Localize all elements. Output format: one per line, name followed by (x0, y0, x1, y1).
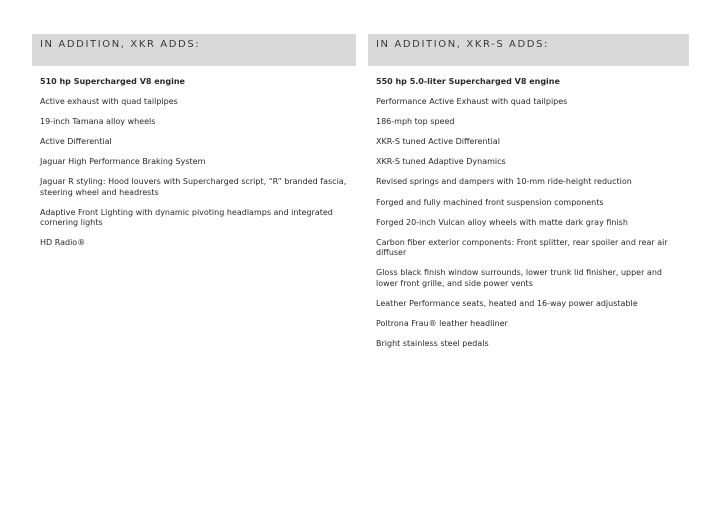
xkrs-feature-list (368, 66, 689, 350)
xkr-feature-item: HD Radio® (40, 238, 86, 247)
xkrs-feature-item: 186-mph top speed (376, 117, 455, 127)
xkrs-feature-item: Leather Performance seats, heated and 16-way power adjustable (376, 298, 638, 308)
xkrs-column (368, 34, 689, 359)
xkr-feature-item: Active Differential (40, 137, 112, 146)
xkr-feature-item: Jaguar R styling: Hood louvers with Supercharged script, “R” branded fascia, steering wheel and headrests (40, 177, 347, 197)
xkr-feature-item: Adaptive Front Lighting with dynamic pivoting headlamps and integrated cornering lights (40, 207, 333, 227)
xkr-feature-item: 19-inch Tamana alloy wheels (40, 117, 156, 126)
xkrs-feature-item: Forged and fully machined front suspension components (376, 197, 604, 207)
xkr-feature-item: Active exhaust with quad tailpipes (40, 97, 178, 106)
xkrs-feature-item: Poltrona Frau® leather headliner (376, 319, 508, 329)
xkrs-feature-item: Carbon fiber exterior components: Front splitter, rear spoiler and rear air diffuser (376, 237, 668, 258)
xkrs-feature-item: Bright stainless steel pedals (376, 339, 489, 349)
xkr-column (32, 34, 356, 258)
xkr-feature-item: 510 hp Supercharged V8 engine (40, 77, 185, 86)
xkr-heading: IN ADDITION, XKR ADDS: (32, 34, 356, 66)
xkrs-feature-item: Revised springs and dampers with 10-mm ride-height reduction (376, 177, 632, 187)
xkr-feature-item: Jaguar High Performance Braking System (40, 157, 206, 166)
xkrs-feature-item: Gloss black finish window surrounds, lower trunk lid finisher, upper and lower front grille, and side power vents (376, 268, 662, 288)
xkr-feature-list (32, 66, 356, 249)
xkrs-feature-item: Forged 20-inch Vulcan alloy wheels with matte dark gray finish (376, 217, 628, 227)
xkrs-heading: IN ADDITION, XKR-S ADDS: (368, 34, 689, 66)
xkrs-feature-item: 550 hp 5.0-liter Supercharged V8 engine (376, 77, 560, 86)
xkrs-feature-item: XKR-S tuned Active Differential (376, 137, 500, 147)
xkrs-feature-item: XKR-S tuned Adaptive Dynamics (376, 157, 506, 167)
xkrs-feature-item: Performance Active Exhaust with quad tailpipes (376, 97, 568, 107)
